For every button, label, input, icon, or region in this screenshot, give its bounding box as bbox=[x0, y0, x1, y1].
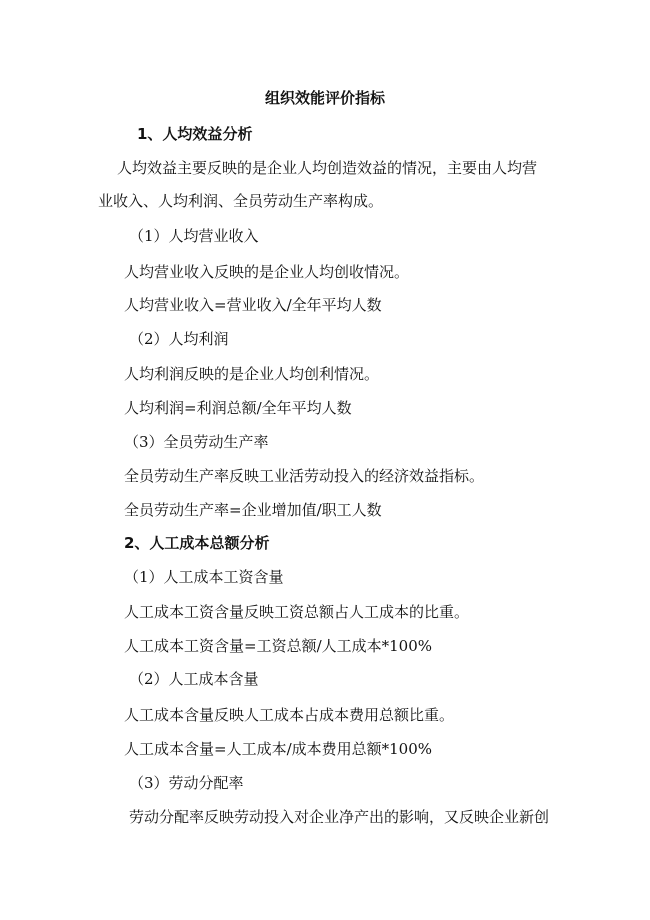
subheading-wage-content: （1）人工成本工资含量 bbox=[124, 568, 284, 586]
paragraph-line: 全员劳动生产率反映工业活劳动投入的经济效益指标。 bbox=[124, 467, 485, 485]
section-heading-labor-cost: 2、人工成本总额分析 bbox=[124, 534, 270, 552]
subheading-labor-cost-content: （2）人工成本含量 bbox=[129, 670, 259, 688]
paragraph-line: 人工成本工资含量反映工资总额占人工成本的比重。 bbox=[124, 603, 470, 621]
formula-line: 人工成本含量=人工成本/成本费用总额*100% bbox=[124, 740, 433, 758]
paragraph-line: 人均利润反映的是企业人均创利情况。 bbox=[124, 365, 380, 383]
subheading-per-capita-revenue: （1）人均营业收入 bbox=[129, 227, 259, 245]
paragraph-line: 劳动分配率反映劳动投入对企业净产出的影响，又反映企业新创 bbox=[129, 808, 550, 826]
formula-line: 人工成本工资含量=工资总额/人工成本*100% bbox=[124, 637, 433, 655]
paragraph-line: 业收入、人均利润、全员劳动生产率构成。 bbox=[98, 192, 384, 210]
subheading-labor-distribution-ratio: （3）劳动分配率 bbox=[129, 774, 244, 792]
formula-line: 人均营业收入=营业收入/全年平均人数 bbox=[124, 296, 382, 314]
paragraph-line: 人均营业收入反映的是企业人均创收情况。 bbox=[124, 263, 410, 281]
subheading-per-capita-profit: （2）人均利润 bbox=[129, 330, 229, 348]
paragraph-line: 人工成本含量反映人工成本占成本费用总额比重。 bbox=[124, 706, 455, 724]
formula-line: 人均利润=利润总额/全年平均人数 bbox=[124, 399, 352, 417]
document-title: 组织效能评价指标 bbox=[264, 89, 385, 107]
subheading-labor-productivity: （3）全员劳动生产率 bbox=[124, 433, 269, 451]
paragraph-line: 人均效益主要反映的是企业人均创造效益的情况，主要由人均营 bbox=[117, 159, 538, 177]
section-heading-per-capita-benefit: 1、人均效益分析 bbox=[137, 125, 253, 143]
formula-line: 全员劳动生产率=企业增加值/职工人数 bbox=[124, 501, 382, 519]
